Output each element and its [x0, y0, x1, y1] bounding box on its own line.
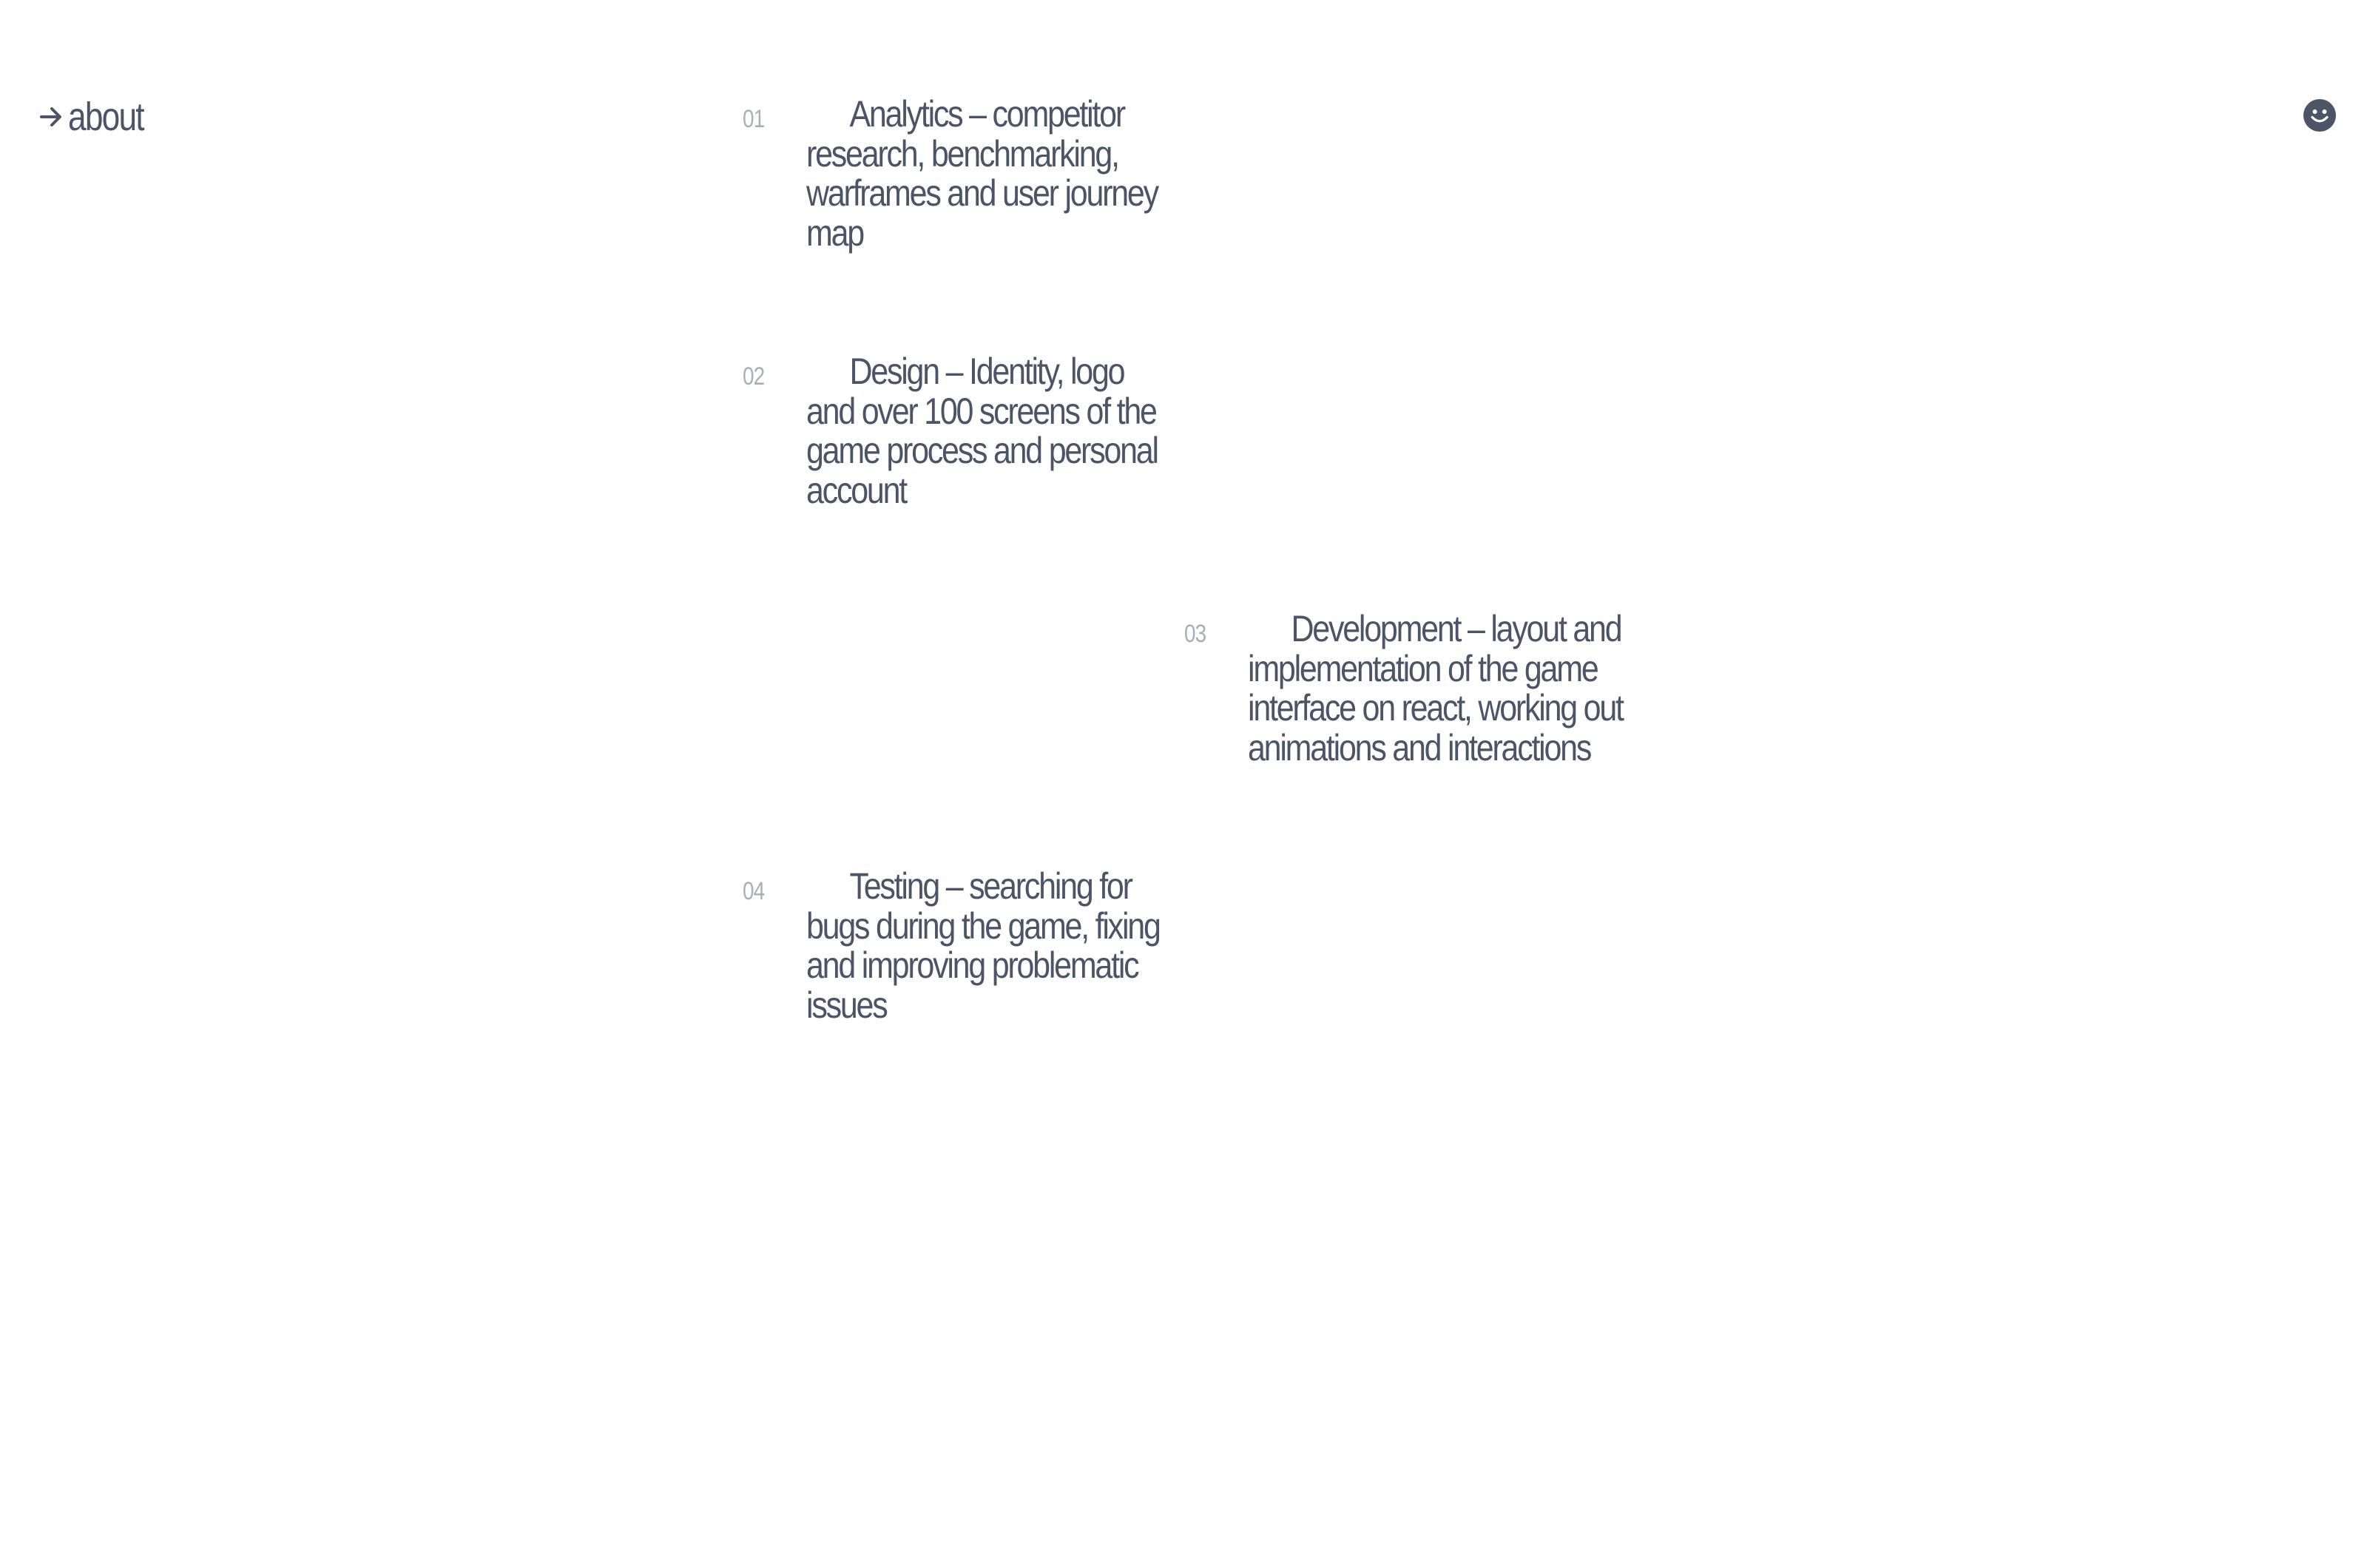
step-description: Testing – searching for bugs during the game, fixing and improving problematic issues: [806, 865, 1160, 1026]
about-label: about: [68, 95, 143, 139]
smiley-icon[interactable]: [2303, 99, 2336, 132]
step-number: 01: [743, 105, 765, 133]
step-description: Design – Identity, logo and over 100 screens of the game process and personal account: [806, 351, 1158, 511]
arrow-right-icon: [38, 102, 64, 132]
step-description: Analytics – competitor research, benchmarking, warframes and user journey map: [806, 93, 1158, 254]
step-description: Development – layout and implementation of the game interface on react, working out animations and interactions: [1248, 608, 1623, 768]
about-link[interactable]: [38, 92, 160, 142]
step-number: 04: [743, 877, 765, 905]
step-number: 03: [1184, 620, 1206, 648]
step-number: 02: [743, 362, 765, 391]
